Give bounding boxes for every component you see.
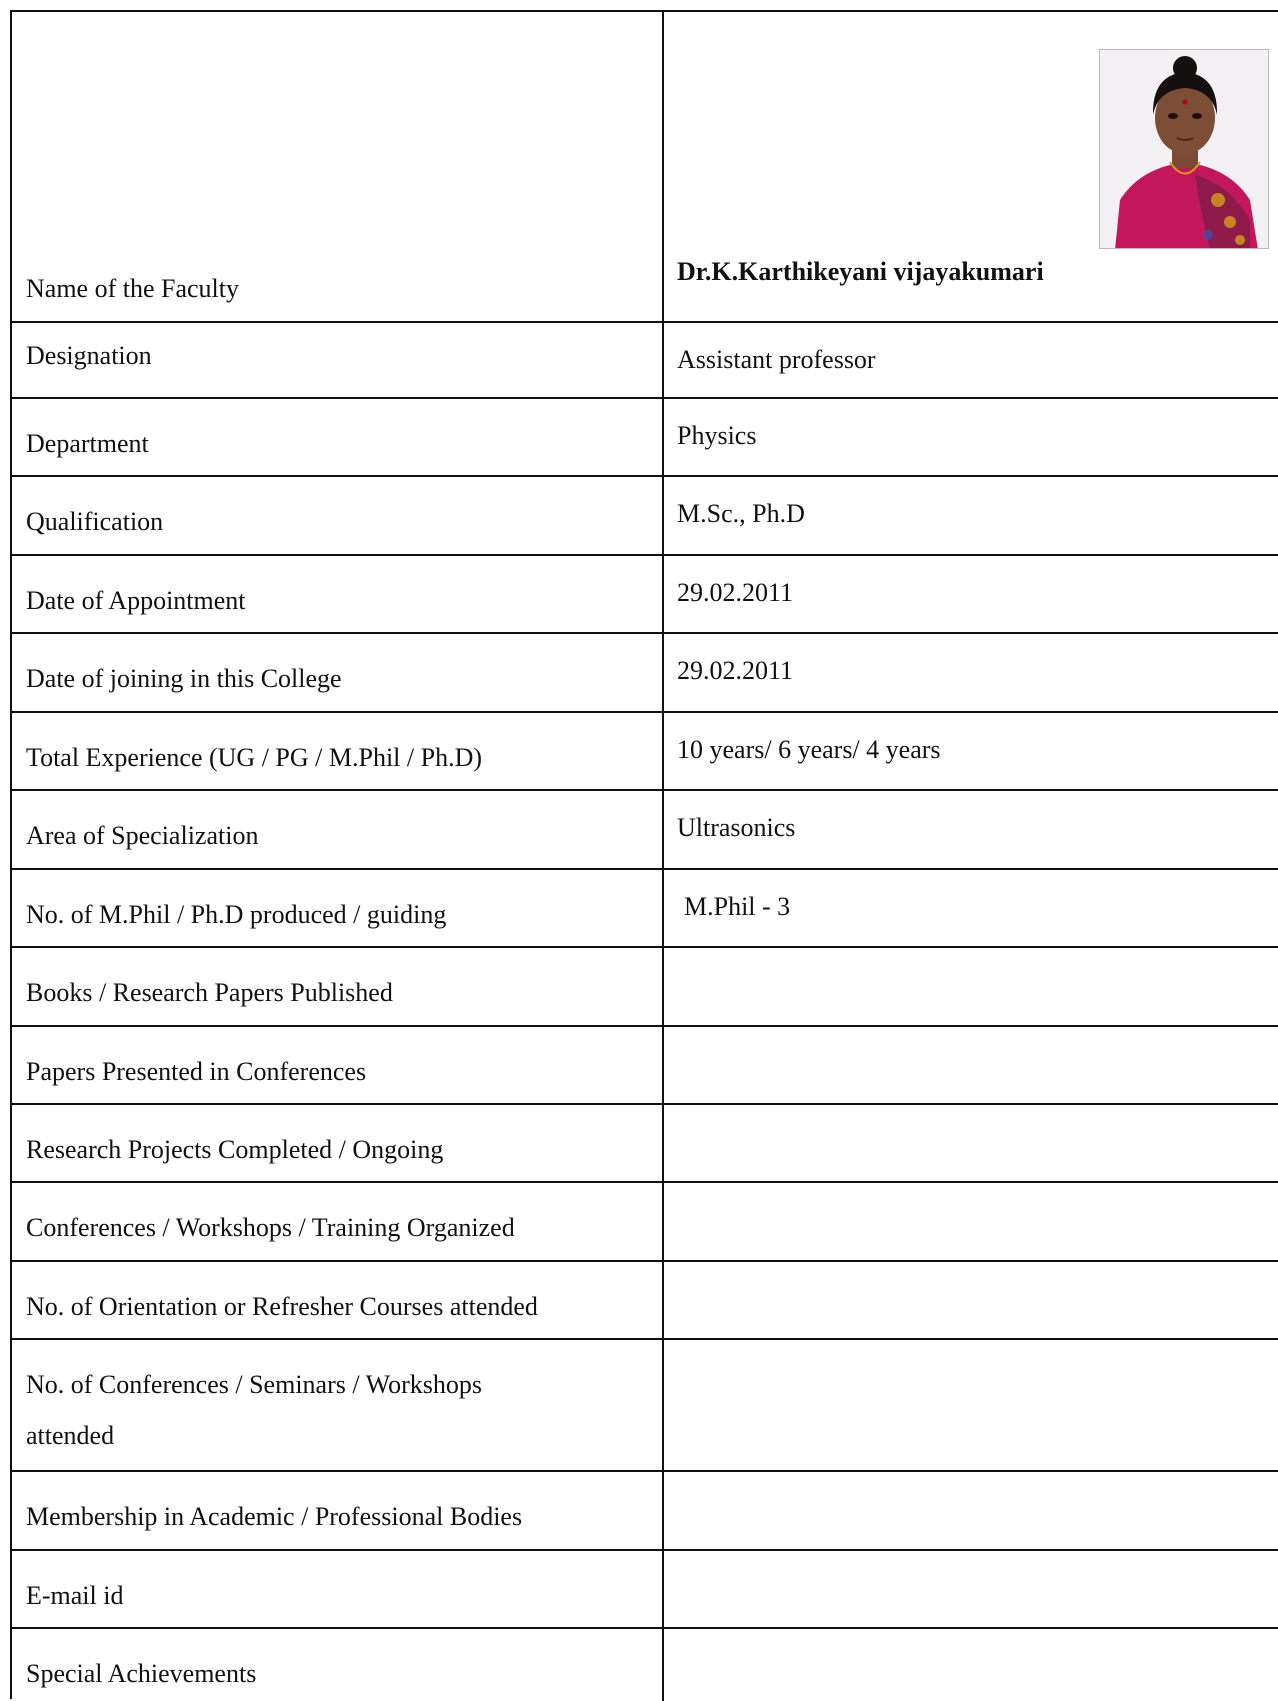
faculty-photo xyxy=(1099,49,1269,249)
table-row xyxy=(12,1183,1278,1262)
row-label: Special Achievements xyxy=(26,1659,257,1688)
row-label-line2: attended xyxy=(26,1421,115,1450)
table-row xyxy=(12,556,1278,634)
portrait-image xyxy=(1100,50,1269,249)
faculty-profile-table xyxy=(10,10,1278,1699)
table-row xyxy=(12,1105,1278,1183)
row-value: Assistant professor xyxy=(677,345,876,374)
row-value: Ultrasonics xyxy=(677,813,796,842)
table-row xyxy=(12,791,1278,870)
table-row xyxy=(12,323,1278,399)
row-label: Department xyxy=(26,429,149,458)
row-value: 29.02.2011 xyxy=(677,656,794,685)
table-row xyxy=(12,477,1278,556)
table-row xyxy=(12,1629,1278,1701)
row-label: Qualification xyxy=(26,507,164,536)
row-label-line1: No. of Conferences / Seminars / Workshops xyxy=(26,1370,482,1399)
table-row xyxy=(12,1472,1278,1551)
name-label: Name of the Faculty xyxy=(26,274,239,303)
row-label: Conferences / Workshops / Training Organized xyxy=(26,1213,515,1242)
row-label: Research Projects Completed / Ongoing xyxy=(26,1135,444,1164)
row-label: Area of Specialization xyxy=(26,821,259,850)
row-label: Date of Appointment xyxy=(26,586,246,615)
table-row xyxy=(12,1340,1278,1472)
table-row xyxy=(12,870,1278,948)
row-value: 10 years/ 6 years/ 4 years xyxy=(677,735,941,764)
row-label: E-mail id xyxy=(26,1581,124,1610)
row-label: No. of Orientation or Refresher Courses attended xyxy=(26,1292,538,1321)
table-row xyxy=(12,1551,1278,1629)
row-label: Papers Presented in Conferences xyxy=(26,1057,367,1086)
row-label: Date of joining in this College xyxy=(26,664,342,693)
table-row xyxy=(12,1262,1278,1340)
table-row xyxy=(12,1027,1278,1105)
faculty-name: Dr.K.Karthikeyani vijayakumari xyxy=(677,257,1044,286)
row-value: M.Sc., Ph.D xyxy=(677,499,805,528)
table-row xyxy=(12,399,1278,477)
row-value: Physics xyxy=(677,421,757,450)
row-label: Total Experience (UG / PG / M.Phil / Ph.D) xyxy=(26,743,483,772)
table-row xyxy=(12,713,1278,791)
row-label: Membership in Academic / Professional Bodies xyxy=(26,1502,523,1531)
row-label: Designation xyxy=(26,341,152,370)
row-value: 29.02.2011 xyxy=(677,578,794,607)
row-label: No. of M.Phil / Ph.D produced / guiding xyxy=(26,900,447,929)
row-label: Books / Research Papers Published xyxy=(26,978,393,1007)
table-row xyxy=(12,634,1278,713)
column-divider xyxy=(662,12,664,1701)
name-row xyxy=(12,12,1278,323)
table-row xyxy=(12,948,1278,1027)
row-value: M.Phil - 3 xyxy=(684,892,791,921)
